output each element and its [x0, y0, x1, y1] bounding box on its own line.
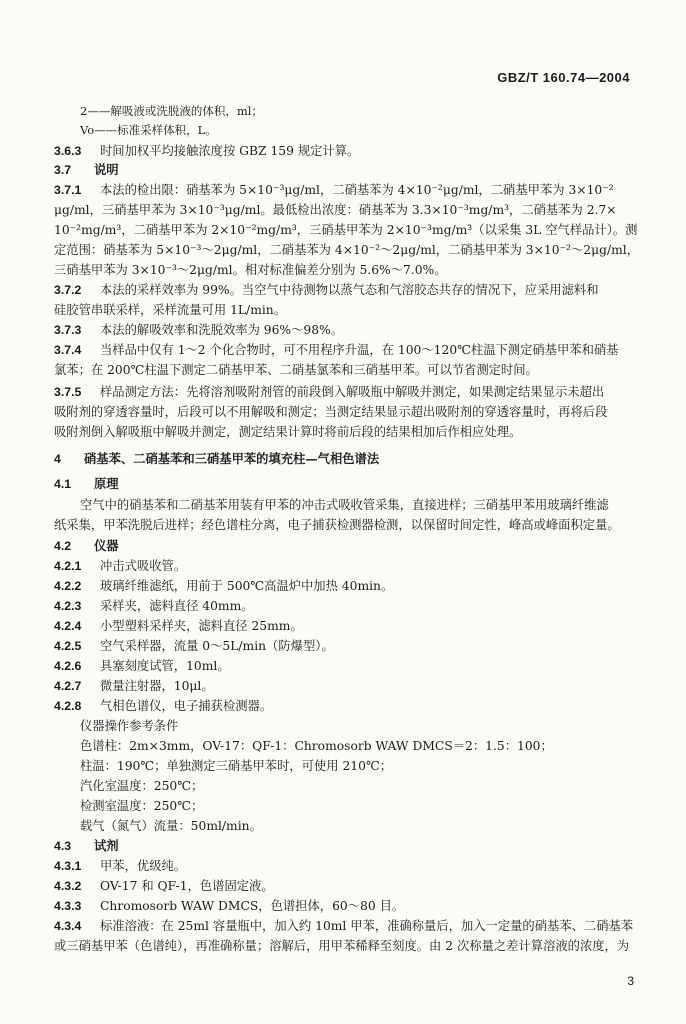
clause-text: 空气采样器，流量 0～5L/min（防爆型）。 [100, 639, 334, 653]
clause-3-7-4 [54, 342, 618, 358]
text-line [80, 738, 553, 754]
clause-text: 样品测定方法：先将溶剂吸附剂管的前段倒入解吸瓶中解吸并测定，如果测定结果显示未超出 [100, 385, 605, 399]
clause-text: 氯苯；在 200℃柱温下测定二硝基甲苯、二硝基氯苯和三硝基甲苯。可以节省测定时间。 [54, 363, 538, 377]
clause-number: 4.3 [54, 839, 72, 853]
clause-number: 4.2.4 [54, 619, 82, 633]
clause-4-2-7 [54, 678, 214, 694]
clause-text: 具塞刻度试管，10ml。 [100, 659, 230, 673]
text-line [54, 362, 538, 378]
clause-4-2-2 [54, 578, 393, 594]
text-line [80, 818, 262, 834]
clause-text: 本法的采样效率为 99%。当空气中待测物以蒸气态和气溶胶态共存的情况下，应采用滤料和 [100, 283, 599, 297]
clause-text: 微量注射器，10μl。 [100, 679, 214, 693]
clause-number: 4.2.5 [54, 639, 82, 653]
clause-text: 柱温：190℃；单独测定三硝基甲苯时，可使用 210℃； [80, 759, 393, 773]
clause-4-3-4 [54, 918, 633, 934]
text-line [80, 798, 203, 814]
clause-text: 三硝基甲苯为 3×10⁻³～2μg/ml。相对标准偏差分别为 5.6%～7.0%。 [54, 263, 447, 277]
clause-text: 载气（氮气）流量：50ml/min。 [80, 819, 262, 833]
clause-text: 气相色谱仪，电子捕获检测器。 [100, 699, 273, 713]
clause-text: 甲苯，优级纯。 [100, 859, 187, 873]
clause-number: 3.7.5 [54, 385, 82, 399]
text-line [80, 718, 178, 734]
page-number: 3 [627, 974, 634, 988]
clause-text: 色谱柱：2m×3mm，OV-17：QF-1：Chromosorb WAW DMCS＝2：1.5：100； [80, 739, 553, 753]
clause-text: 汽化室温度：250℃； [80, 779, 204, 793]
clause-4 [54, 451, 379, 467]
clause-text: 仪器操作参考条件 [80, 719, 179, 733]
text-line [80, 122, 217, 138]
text-line [54, 404, 607, 420]
clause-number: 4.3.4 [54, 919, 82, 933]
text-line [54, 302, 286, 318]
clause-number: 4.3.1 [54, 859, 82, 873]
clause-text: 硅胶管串联采样，采样流量可用 1L/min。 [54, 303, 287, 317]
clause-text: 标准溶液：在 25ml 容量瓶中，加入约 10ml 甲苯，准确称量后，加入一定量的硝基苯、二硝基苯 [100, 919, 634, 933]
clause-number: 4.2.8 [54, 699, 82, 713]
clause-number: 4.2.1 [54, 559, 82, 573]
text-line [54, 517, 620, 533]
clause-text: 采样夹，滤料直径 40mm。 [100, 599, 254, 613]
clause-4-2-8 [54, 698, 272, 714]
clause-4-2 [54, 538, 119, 554]
clause-text: 或三硝基甲苯（色谱纯），再准确称量；溶解后，用甲苯稀释至刻度。由 2 次称量之差计算溶液的浓度，为 [54, 939, 630, 953]
text-line [54, 938, 629, 954]
clause-number: 4 [54, 452, 61, 466]
clause-number: 4.2 [54, 539, 72, 553]
clause-4-3-3 [54, 898, 404, 914]
clause-text: Vo——标准采样体积，L。 [80, 123, 217, 137]
text-line [54, 262, 447, 278]
clause-number: 4.3.3 [54, 899, 82, 913]
clause-text: 小型塑料采样夹，滤料直径 25mm。 [100, 619, 303, 633]
clause-text: μg/ml，三硝基甲苯为 3×10⁻³μg/ml。最低检出浓度：硝基苯为 3.3×10⁻³mg/m³，二硝基苯为 2.7× [54, 203, 617, 217]
clause-text: Chromosorb WAW DMCS，色谱担体，60～80 目。 [100, 899, 405, 913]
text-line [54, 222, 637, 238]
clause-text: 时间加权平均接触浓度按 GBZ 159 规定计算。 [100, 144, 360, 158]
clause-3-7-3 [54, 322, 343, 338]
text-line [54, 424, 521, 440]
clause-3-6-3 [54, 143, 359, 159]
clause-number: 3.7.4 [54, 343, 82, 357]
clause-text: 定范围：硝基苯为 5×10⁻³～2μg/ml，二硝基苯为 4×10⁻²～2μg/ml，二硝基甲苯为 3×10⁻²～2μg/ml， [54, 243, 640, 257]
clause-text: 2——解吸液或洗脱液的体积，ml； [80, 104, 263, 118]
text-line [80, 497, 609, 513]
clause-text: 10⁻²mg/m³，二硝基甲苯为 2×10⁻²mg/m³，三硝基甲苯为 2×10⁻³mg/m³（以采集 3L 空气样品计）。测 [54, 223, 638, 237]
clause-text: 吸附剂倒入解吸瓶中解吸并测定，测定结果计算时将前后段的结果相加后作相应处理。 [54, 425, 522, 439]
clause-text: 玻璃纤维滤纸，用前于 500℃高温炉中加热 40min。 [100, 579, 394, 593]
clause-text: 本法的检出限：硝基苯为 5×10⁻³μg/ml，二硝基苯为 4×10⁻²μg/ml，二硝基甲苯为 3×10⁻² [100, 183, 614, 197]
clause-text: 纸采集，甲苯洗脱后进样；经色谱柱分离，电子捕获检测器检测，以保留时间定性，峰高或峰面积定量。 [54, 518, 620, 532]
text-line [54, 242, 639, 258]
clause-4-3-1 [54, 858, 186, 874]
clause-number: 4.2.3 [54, 599, 82, 613]
clause-number: 3.7 [54, 163, 72, 177]
clause-number: 3.7.2 [54, 283, 82, 297]
clause-number: 3.7.1 [54, 183, 82, 197]
clause-3-7-1 [54, 182, 614, 198]
clause-4-3 [54, 838, 119, 854]
clause-4-3-2 [54, 878, 274, 894]
clause-number: 4.3.2 [54, 879, 82, 893]
clause-4-1 [54, 476, 119, 492]
clause-text: 仪器 [94, 538, 119, 553]
clause-4-2-5 [54, 638, 334, 654]
clause-text: 检测室温度：250℃； [80, 799, 204, 813]
clause-text: 硝基苯、二硝基苯和三硝基甲苯的填充柱—气相色谱法 [84, 451, 380, 466]
clause-text: 本法的解吸效率和洗脱效率为 96%～98%。 [100, 323, 344, 337]
clause-text: 说明 [94, 162, 119, 177]
clause-number: 4.2.6 [54, 659, 82, 673]
clause-3-7-5 [54, 384, 604, 400]
text-line [80, 778, 203, 794]
text-line [80, 103, 263, 119]
standard-code: GBZ/T 160.74—2004 [497, 70, 630, 85]
clause-3-7-2 [54, 282, 599, 298]
clause-number: 4.2.2 [54, 579, 82, 593]
clause-text: 冲击式吸收管。 [100, 559, 187, 573]
clause-text: 当样品中仅有 1～2 个化合物时，可不用程序升温，在 100～120℃柱温下测定硝基甲苯和硝基 [100, 343, 619, 357]
clause-number: 3.6.3 [54, 144, 82, 158]
clause-text: 吸附剂的穿透容量时，后段可以不用解吸和测定；当测定结果显示超出吸附剂的穿透容量时，再将后段 [54, 405, 608, 419]
text-line [54, 202, 617, 218]
clause-number: 3.7.3 [54, 323, 82, 337]
text-line [80, 758, 392, 774]
clause-4-2-4 [54, 618, 303, 634]
clause-4-2-1 [54, 558, 186, 574]
clause-4-2-6 [54, 658, 230, 674]
clause-text: 空气中的硝基苯和二硝基苯用装有甲苯的冲击式吸收管采集，直接进样；三硝基甲苯用玻璃纤维滤 [80, 498, 609, 512]
clause-text: OV-17 和 QF-1，色谱固定液。 [100, 879, 274, 893]
clause-3-7 [54, 162, 119, 178]
clause-number: 4.1 [54, 477, 72, 491]
clause-text: 原理 [94, 476, 119, 491]
clause-number: 4.2.7 [54, 679, 82, 693]
clause-text: 试剂 [94, 838, 119, 853]
clause-4-2-3 [54, 598, 254, 614]
